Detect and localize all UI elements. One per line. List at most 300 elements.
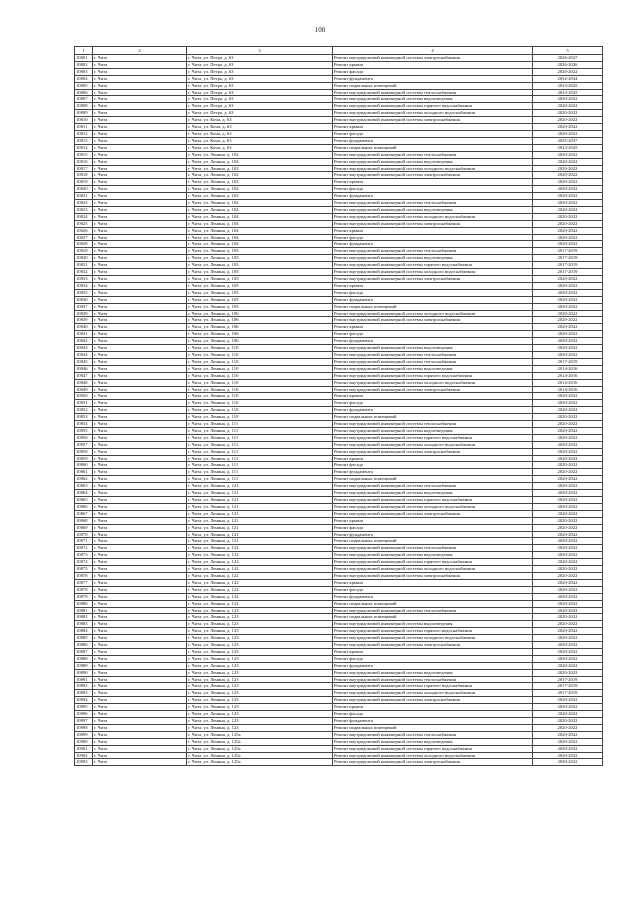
locality-cell: г. Чита	[93, 379, 187, 386]
table-row	[75, 200, 603, 207]
row-number-cell: 10877	[75, 579, 93, 586]
locality-cell: г. Чита	[93, 234, 187, 241]
period-cell: 2020-2022	[533, 193, 603, 200]
period-cell: 2020-2022	[533, 738, 603, 745]
table-row	[75, 103, 603, 110]
period-cell: 2020-2022	[533, 234, 603, 241]
table-row	[75, 206, 603, 213]
work-type-cell: Ремонт крыши	[333, 124, 533, 131]
table-row	[75, 310, 603, 317]
work-type-cell: Ремонт внутридомовой инженерной системы электроснабжения	[333, 642, 533, 649]
locality-cell: г. Чита	[93, 241, 187, 248]
period-cell: 2020-2022	[533, 455, 603, 462]
period-cell: 2020-2022	[533, 103, 603, 110]
address-cell: г. Чита, ул. Ленина, д. 111	[187, 476, 333, 483]
table-row	[75, 572, 603, 579]
address-cell: г. Чита, ул. Ленина, д. 110	[187, 414, 333, 421]
row-number-cell: 10851	[75, 400, 93, 407]
row-number-cell: 10864	[75, 490, 93, 497]
locality-cell: г. Чита	[93, 441, 187, 448]
work-type-cell: Ремонт внутридомовой инженерной системы водоотведения	[333, 669, 533, 676]
row-number-cell: 10845	[75, 358, 93, 365]
row-number-cell: 10886	[75, 642, 93, 649]
address-cell: г. Чита, ул. Ленина, д. 104	[187, 206, 333, 213]
work-type-cell: Ремонт фасада	[333, 655, 533, 662]
locality-cell: г. Чита	[93, 635, 187, 642]
table-row	[75, 151, 603, 158]
address-cell: г. Чита, ул. Ленина, д. 121	[187, 538, 333, 545]
address-cell: г. Чита, ул. Ленина, д. 123	[187, 690, 333, 697]
address-cell: г. Чита, ул. Ленина, д. 121	[187, 517, 333, 524]
row-number-cell: 10804	[75, 75, 93, 82]
row-number-cell: 10846	[75, 365, 93, 372]
row-number-cell: 10853	[75, 414, 93, 421]
table-row	[75, 303, 603, 310]
work-type-cell: Ремонт фасада	[333, 234, 533, 241]
row-number-cell: 10829	[75, 248, 93, 255]
work-type-cell: Ремонт фундамента	[333, 593, 533, 600]
row-number-cell: 10872	[75, 545, 93, 552]
table-row	[75, 296, 603, 303]
period-cell: 2020-2022	[533, 448, 603, 455]
address-cell: г. Чита, ул. Ленина, д. 111	[187, 427, 333, 434]
row-number-cell: 10852	[75, 407, 93, 414]
period-cell: 2020-2022	[533, 303, 603, 310]
table-row	[75, 68, 603, 75]
table-row	[75, 662, 603, 669]
table-row	[75, 414, 603, 421]
period-cell: 2020-2022	[533, 572, 603, 579]
row-number-cell: 10893	[75, 690, 93, 697]
period-cell: 2020-2022	[533, 213, 603, 220]
locality-cell: г. Чита	[93, 531, 187, 538]
period-cell: 2020-2022	[533, 227, 603, 234]
period-cell: 2020-2022	[533, 559, 603, 566]
row-number-cell: 10828	[75, 241, 93, 248]
work-type-cell: Ремонт внутридомовой инженерной системы теплоснабжения	[333, 731, 533, 738]
address-cell: г. Чита, ул. Ленина, д. 106	[187, 310, 333, 317]
address-cell: г. Чита, ул. Ленина, д. 121	[187, 524, 333, 531]
work-type-cell: Ремонт подвальных помещений	[333, 600, 533, 607]
locality-cell: г. Чита	[93, 586, 187, 593]
locality-cell: г. Чита	[93, 476, 187, 483]
row-number-cell: 10879	[75, 593, 93, 600]
address-cell: г. Чита, ул. Ленина, д. 104	[187, 227, 333, 234]
address-cell: г. Чита, ул. Ленина, д. 105	[187, 303, 333, 310]
locality-cell: г. Чита	[93, 566, 187, 573]
row-number-cell: 10903	[75, 759, 93, 766]
period-cell: 2020-2022	[533, 158, 603, 165]
table-row	[75, 262, 603, 269]
row-number-cell: 10894	[75, 697, 93, 704]
table-row	[75, 55, 603, 62]
period-cell: 2020-2022	[533, 476, 603, 483]
address-cell: г. Чита, ул. Ленина, д. 122	[187, 586, 333, 593]
work-type-cell: Ремонт фундамента	[333, 531, 533, 538]
row-number-cell: 10833	[75, 276, 93, 283]
table-row	[75, 559, 603, 566]
locality-cell: г. Чита	[93, 289, 187, 296]
locality-cell: г. Чита	[93, 738, 187, 745]
address-cell: г. Чита, ул. Кочи, д. 63	[187, 130, 333, 137]
row-number-cell: 10863	[75, 483, 93, 490]
row-number-cell: 10858	[75, 448, 93, 455]
table-row	[75, 642, 603, 649]
locality-cell: г. Чита	[93, 545, 187, 552]
table-row	[75, 469, 603, 476]
address-cell: г. Чита, ул. Ленина, д. 125а	[187, 738, 333, 745]
work-type-cell: Ремонт подвальных помещений	[333, 476, 533, 483]
locality-cell: г. Чита	[93, 75, 187, 82]
work-type-cell: Ремонт крыши	[333, 579, 533, 586]
period-cell: 2020-2022	[533, 151, 603, 158]
period-cell: 2020-2022	[533, 124, 603, 131]
address-cell: г. Чита, ул. Ленина, д. 122	[187, 600, 333, 607]
work-type-cell: Ремонт фасада	[333, 462, 533, 469]
locality-cell: г. Чита	[93, 206, 187, 213]
table-row	[75, 607, 603, 614]
address-cell: г. Чита, ул. Петра, д. 63	[187, 75, 333, 82]
period-cell: 2020-2022	[533, 724, 603, 731]
row-number-cell: 10873	[75, 552, 93, 559]
address-cell: г. Чита, ул. Ленина, д. 111	[187, 441, 333, 448]
work-type-cell: Ремонт фундамента	[333, 338, 533, 345]
work-type-cell: Ремонт подвальных помещений	[333, 614, 533, 621]
table-row	[75, 96, 603, 103]
address-cell: г. Чита, ул. Ленина, д. 102	[187, 193, 333, 200]
locality-cell: г. Чита	[93, 124, 187, 131]
table-row	[75, 75, 603, 82]
row-number-cell: 10890	[75, 669, 93, 676]
locality-cell: г. Чита	[93, 614, 187, 621]
work-type-cell: Ремонт внутридомовой инженерной системы холодного водоснабжения	[333, 566, 533, 573]
locality-cell: г. Чита	[93, 407, 187, 414]
address-cell: г. Чита, ул. Ленина, д. 110	[187, 407, 333, 414]
column-header: 3	[187, 47, 333, 55]
address-cell: г. Чита, ул. Ленина, д. 102	[187, 186, 333, 193]
period-cell: 2020-2022	[533, 469, 603, 476]
period-cell: 2020-2022	[533, 704, 603, 711]
row-number-cell: 10832	[75, 269, 93, 276]
work-type-cell: Ремонт внутридомовой инженерной системы водоотведения	[333, 490, 533, 497]
locality-cell: г. Чита	[93, 628, 187, 635]
work-type-cell: Ремонт внутридомовой инженерной системы горячего водоснабжения	[333, 372, 533, 379]
work-type-cell: Ремонт внутридомовой инженерной системы водоотведения	[333, 345, 533, 352]
work-type-cell: Ремонт внутридомовой инженерной системы холодного водоснабжения	[333, 635, 533, 642]
row-number-cell: 10900	[75, 738, 93, 745]
address-cell: г. Чита, ул. Ленина, д. 105	[187, 282, 333, 289]
locality-cell: г. Чита	[93, 130, 187, 137]
address-cell: г. Чита, ул. Ленина, д. 123	[187, 676, 333, 683]
locality-cell: г. Чита	[93, 400, 187, 407]
locality-cell: г. Чита	[93, 103, 187, 110]
period-cell: 2020-2022	[533, 345, 603, 352]
address-cell: г. Чита, ул. Ленина, д. 110	[187, 400, 333, 407]
address-cell: г. Чита, ул. Ленина, д. 123	[187, 621, 333, 628]
period-cell: 2020-2022	[533, 393, 603, 400]
work-type-cell: Ремонт внутридомовой инженерной системы теплоснабжения	[333, 248, 533, 255]
address-cell: г. Чита, ул. Ленина, д. 123	[187, 697, 333, 704]
period-cell: 2020-2022	[533, 614, 603, 621]
period-cell: 2020-2022	[533, 179, 603, 186]
row-number-cell: 10824	[75, 213, 93, 220]
locality-cell: г. Чита	[93, 731, 187, 738]
locality-cell: г. Чита	[93, 607, 187, 614]
row-number-cell: 10859	[75, 455, 93, 462]
period-cell: 2020-2022	[533, 130, 603, 137]
work-type-cell: Ремонт внутридомовой инженерной системы холодного водоснабжения	[333, 379, 533, 386]
locality-cell: г. Чита	[93, 282, 187, 289]
locality-cell: г. Чита	[93, 662, 187, 669]
work-type-cell: Ремонт крыши	[333, 455, 533, 462]
period-cell: 2020-2022	[533, 110, 603, 117]
table-row	[75, 524, 603, 531]
work-type-cell: Ремонт внутридомовой инженерной системы горячего водоснабжения	[333, 745, 533, 752]
work-type-cell: Ремонт внутридомовой инженерной системы холодного водоснабжения	[333, 213, 533, 220]
table-row	[75, 282, 603, 289]
row-number-cell: 10898	[75, 724, 93, 731]
work-type-cell: Ремонт крыши	[333, 704, 533, 711]
period-cell: 2014-2016	[533, 386, 603, 393]
address-cell: г. Чита, ул. Ленина, д. 121	[187, 497, 333, 504]
period-cell: 2020-2022	[533, 503, 603, 510]
work-type-cell: Ремонт внутридомовой инженерной системы горячего водоснабжения	[333, 103, 533, 110]
table-row	[75, 241, 603, 248]
table-row	[75, 179, 603, 186]
table-row	[75, 600, 603, 607]
period-cell: 2020-2022	[533, 317, 603, 324]
work-type-cell: Ремонт внутридомовой инженерной системы холодного водоснабжения	[333, 310, 533, 317]
table-row	[75, 586, 603, 593]
locality-cell: г. Чита	[93, 704, 187, 711]
locality-cell: г. Чита	[93, 697, 187, 704]
row-number-cell: 10896	[75, 711, 93, 718]
row-number-cell: 10862	[75, 476, 93, 483]
row-number-cell: 10844	[75, 351, 93, 358]
address-cell: г. Чита, ул. Ленина, д. 122	[187, 579, 333, 586]
table-row	[75, 462, 603, 469]
column-header: 4	[333, 47, 533, 55]
address-cell: г. Чита, ул. Ленина, д. 110	[187, 393, 333, 400]
locality-cell: г. Чита	[93, 676, 187, 683]
locality-cell: г. Чита	[93, 386, 187, 393]
table-row	[75, 421, 603, 428]
address-cell: г. Чита, ул. Ленина, д. 110	[187, 351, 333, 358]
period-cell: 2020-2022	[533, 172, 603, 179]
locality-cell: г. Чита	[93, 552, 187, 559]
period-cell: 2020-2022	[533, 338, 603, 345]
row-number-cell: 10818	[75, 172, 93, 179]
period-cell: 2020-2022	[533, 566, 603, 573]
table-row	[75, 289, 603, 296]
table-row	[75, 517, 603, 524]
row-number-cell: 10847	[75, 372, 93, 379]
address-cell: г. Чита, ул. Петра, д. 63	[187, 89, 333, 96]
address-cell: г. Чита, ул. Ленина, д. 104	[187, 213, 333, 220]
table-row	[75, 490, 603, 497]
address-cell: г. Чита, ул. Ленина, д. 122	[187, 572, 333, 579]
row-number-cell: 10854	[75, 421, 93, 428]
row-number-cell: 10815	[75, 151, 93, 158]
locality-cell: г. Чита	[93, 324, 187, 331]
work-type-cell: Ремонт внутридомовой инженерной системы теплоснабжения	[333, 607, 533, 614]
period-cell: 2020-2022	[533, 68, 603, 75]
locality-cell: г. Чита	[93, 427, 187, 434]
row-number-cell: 10897	[75, 718, 93, 725]
address-cell: г. Чита, ул. Ленина, д. 123	[187, 628, 333, 635]
row-number-cell: 10838	[75, 310, 93, 317]
address-cell: г. Чита, ул. Ленина, д. 102	[187, 158, 333, 165]
work-type-cell: Ремонт внутридомовой инженерной системы электроснабжения	[333, 172, 533, 179]
address-cell: г. Чита, ул. Ленина, д. 121	[187, 490, 333, 497]
period-cell: 2020-2022	[533, 441, 603, 448]
period-cell: 2020-2022	[533, 752, 603, 759]
row-number-cell: 10827	[75, 234, 93, 241]
address-cell: г. Чита, ул. Ленина, д. 110	[187, 372, 333, 379]
work-type-cell: Ремонт внутридомовой инженерной системы водоотведения	[333, 621, 533, 628]
period-cell: 2020-2022	[533, 310, 603, 317]
period-cell: 2020-2022	[533, 655, 603, 662]
address-cell: г. Чита, ул. Кочи, д. 63	[187, 124, 333, 131]
table-row	[75, 455, 603, 462]
row-number-cell: 10868	[75, 517, 93, 524]
work-type-cell: Ремонт крыши	[333, 517, 533, 524]
table-row	[75, 552, 603, 559]
work-type-cell: Ремонт внутридомовой инженерной системы теплоснабжения	[333, 200, 533, 207]
table-row	[75, 130, 603, 137]
period-cell: 2020-2022	[533, 711, 603, 718]
period-cell: 2017-2019	[533, 262, 603, 269]
locality-cell: г. Чита	[93, 593, 187, 600]
row-number-cell: 10866	[75, 503, 93, 510]
row-number-cell: 10821	[75, 193, 93, 200]
address-cell: г. Чита, ул. Ленина, д. 122	[187, 566, 333, 573]
table-row	[75, 621, 603, 628]
locality-cell: г. Чита	[93, 82, 187, 89]
address-cell: г. Чита, ул. Ленина, д. 105	[187, 289, 333, 296]
row-number-cell: 10817	[75, 165, 93, 172]
period-cell: 2020-2022	[533, 289, 603, 296]
table-row	[75, 220, 603, 227]
address-cell: г. Чита, ул. Ленина, д. 106	[187, 331, 333, 338]
period-cell: 2020-2022	[533, 648, 603, 655]
table-row	[75, 579, 603, 586]
address-cell: г. Чита, ул. Кочи, д. 63	[187, 117, 333, 124]
table-row	[75, 648, 603, 655]
address-cell: г. Чита, ул. Ленина, д. 110	[187, 358, 333, 365]
column-header: 1	[75, 47, 93, 55]
work-type-cell: Ремонт подвальных помещений	[333, 724, 533, 731]
table-row	[75, 227, 603, 234]
address-cell: г. Чита, ул. Ленина, д. 110	[187, 386, 333, 393]
period-cell: 2020-2022	[533, 276, 603, 283]
period-cell: 2020-2022	[533, 538, 603, 545]
address-cell: г. Чита, ул. Кочи, д. 63	[187, 144, 333, 151]
work-type-cell: Ремонт фасада	[333, 68, 533, 75]
period-cell: 2023-2025	[533, 144, 603, 151]
locality-cell: г. Чита	[93, 718, 187, 725]
address-cell: г. Чита, ул. Ленина, д. 123	[187, 683, 333, 690]
row-number-cell: 10842	[75, 338, 93, 345]
table-row	[75, 538, 603, 545]
address-cell: г. Чита, ул. Ленина, д. 110	[187, 345, 333, 352]
address-cell: г. Чита, ул. Ленина, д. 122	[187, 552, 333, 559]
row-number-cell: 10899	[75, 731, 93, 738]
locality-cell: г. Чита	[93, 655, 187, 662]
address-cell: г. Чита, ул. Ленина, д. 125а	[187, 731, 333, 738]
locality-cell: г. Чита	[93, 296, 187, 303]
locality-cell: г. Чита	[93, 538, 187, 545]
locality-cell: г. Чита	[93, 711, 187, 718]
period-cell: 2020-2022	[533, 483, 603, 490]
address-cell: г. Чита, ул. Ленина, д. 123	[187, 711, 333, 718]
address-cell: г. Чита, ул. Ленина, д. 123	[187, 607, 333, 614]
locality-cell: г. Чита	[93, 600, 187, 607]
address-cell: г. Чита, ул. Ленина, д. 123	[187, 669, 333, 676]
work-type-cell: Ремонт внутридомовой инженерной системы электроснабжения	[333, 448, 533, 455]
table-row	[75, 676, 603, 683]
locality-cell: г. Чита	[93, 317, 187, 324]
period-cell: 2014-2016	[533, 372, 603, 379]
address-cell: г. Чита, ул. Ленина, д. 110	[187, 365, 333, 372]
row-number-cell: 10840	[75, 324, 93, 331]
row-number-cell: 10839	[75, 317, 93, 324]
locality-cell: г. Чита	[93, 158, 187, 165]
row-number-cell: 10892	[75, 683, 93, 690]
locality-cell: г. Чита	[93, 469, 187, 476]
period-cell: 2020-2022	[533, 351, 603, 358]
table-row	[75, 711, 603, 718]
row-number-cell: 10810	[75, 117, 93, 124]
table-row	[75, 655, 603, 662]
work-type-cell: Ремонт внутридомовой инженерной системы холодного водоснабжения	[333, 269, 533, 276]
period-cell: 2020-2022	[533, 206, 603, 213]
locality-cell: г. Чита	[93, 276, 187, 283]
work-type-cell: Ремонт внутридомовой инженерной системы электроснабжения	[333, 220, 533, 227]
locality-cell: г. Чита	[93, 517, 187, 524]
table-row	[75, 752, 603, 759]
row-number-cell: 10901	[75, 745, 93, 752]
row-number-cell: 10860	[75, 462, 93, 469]
row-number-cell: 10822	[75, 200, 93, 207]
row-number-cell: 10823	[75, 206, 93, 213]
period-cell: 2017-2019	[533, 683, 603, 690]
address-cell: г. Чита, ул. Ленина, д. 125а	[187, 745, 333, 752]
address-cell: г. Чита, ул. Ленина, д. 102	[187, 179, 333, 186]
locality-cell: г. Чита	[93, 724, 187, 731]
work-type-cell: Ремонт внутридомовой инженерной системы горячего водоснабжения	[333, 628, 533, 635]
table-row	[75, 704, 603, 711]
locality-cell: г. Чита	[93, 255, 187, 262]
locality-cell: г. Чита	[93, 227, 187, 234]
locality-cell: г. Чита	[93, 172, 187, 179]
work-type-cell: Ремонт внутридомовой инженерной системы холодного водоснабжения	[333, 441, 533, 448]
locality-cell: г. Чита	[93, 372, 187, 379]
period-cell: 2014-2016	[533, 365, 603, 372]
table-row	[75, 510, 603, 517]
work-type-cell: Ремонт внутридомовой инженерной системы холодного водоснабжения	[333, 690, 533, 697]
table-row	[75, 186, 603, 193]
address-cell: г. Чита, ул. Ленина, д. 106	[187, 324, 333, 331]
work-type-cell: Ремонт внутридомовой инженерной системы теплоснабжения	[333, 545, 533, 552]
table-row	[75, 317, 603, 324]
row-number-cell: 10867	[75, 510, 93, 517]
work-type-cell: Ремонт фундамента	[333, 662, 533, 669]
period-cell: 2023-2025	[533, 82, 603, 89]
row-number-cell: 10848	[75, 379, 93, 386]
locality-cell: г. Чита	[93, 310, 187, 317]
locality-cell: г. Чита	[93, 421, 187, 428]
